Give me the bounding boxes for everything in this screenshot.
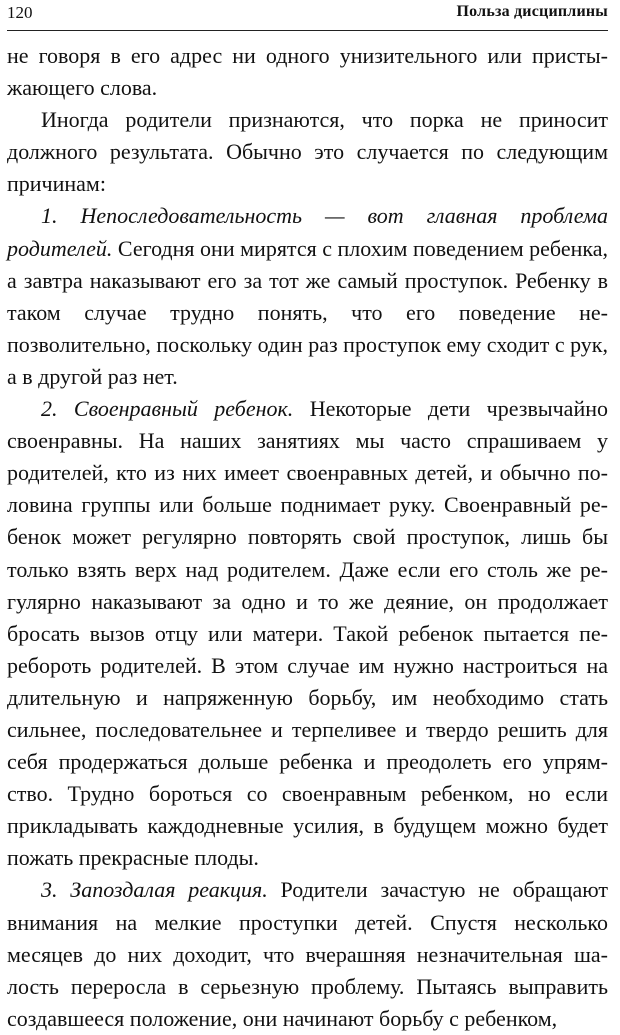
paragraph-text: Сегодня они мирятся с плохим поведением ребенка, а завтра наказывают его за тот же самый проступок. Ребенку в таком случае трудно понять, что его поведение непозволительно, поскольку один раз проступок ему сходит с рук, а в другой раз нет. bbox=[7, 235, 608, 389]
paragraph-text: Родители зачастую не обращают внимания на мелкие проступки детей. Спустя несколько месяцев до них доходит, что вчерашняя незначительная шалость переросла в серьезную проблему. Пытаясь выправить создавшееся положение, они начинают борьбу с ребенком, bbox=[7, 877, 609, 1031]
reason-heading: 1. Непоследовательность — вот главная проблема родителей. bbox=[7, 203, 608, 261]
body-text bbox=[7, 40, 608, 1035]
paragraph-intro bbox=[7, 104, 608, 200]
paragraph-reason-3 bbox=[7, 874, 608, 1034]
page-number: 120 bbox=[7, 3, 33, 22]
paragraph-reason-2 bbox=[7, 393, 608, 874]
paragraph-text: Иногда родители признаются, что порка не приносит должного результата. Обычно это случается по следующим причинам: bbox=[7, 107, 608, 197]
running-head: Польза дисциплины bbox=[456, 3, 608, 20]
paragraph-text: не говоря в его адрес ни одного унизительного или пристыжающего слова. bbox=[7, 43, 608, 101]
reason-heading: 2. Своенравный ребенок. bbox=[41, 396, 294, 422]
paragraph-continuation bbox=[7, 40, 608, 104]
page-header bbox=[7, 0, 608, 31]
paragraph-reason-1 bbox=[7, 200, 608, 393]
paragraph-text: Некоторые дети чрезвычайно своенравны. На наших занятиях мы часто спрашиваем у родителей, кто из них имеет своенравных детей, и обычно половина группы или больше поднимает руку. Своенравный ребенок может регулярно повторять свой проступок, лишь бы только взять верх над родителем. Даже если его столь же регулярно наказывают за одно и то же деяние, он продолжает бросать вызов отцу или матери. Такой ребенок пытается перебороть родителей. В этом случае им нужно настроиться на длительную и напряженную борьбу, им необходимо стать сильнее, последовательнее и терпеливее и твердо решить для себя продержаться дольше ребенка и преодолеть его упрямство. Трудно бороться со своенравным ребенком, но если прикладывать каждодневные усилия, в будущем можно будет пожать прекрасные плоды. bbox=[7, 396, 608, 871]
reason-heading: 3. Запоздалая реакция. bbox=[41, 877, 268, 903]
